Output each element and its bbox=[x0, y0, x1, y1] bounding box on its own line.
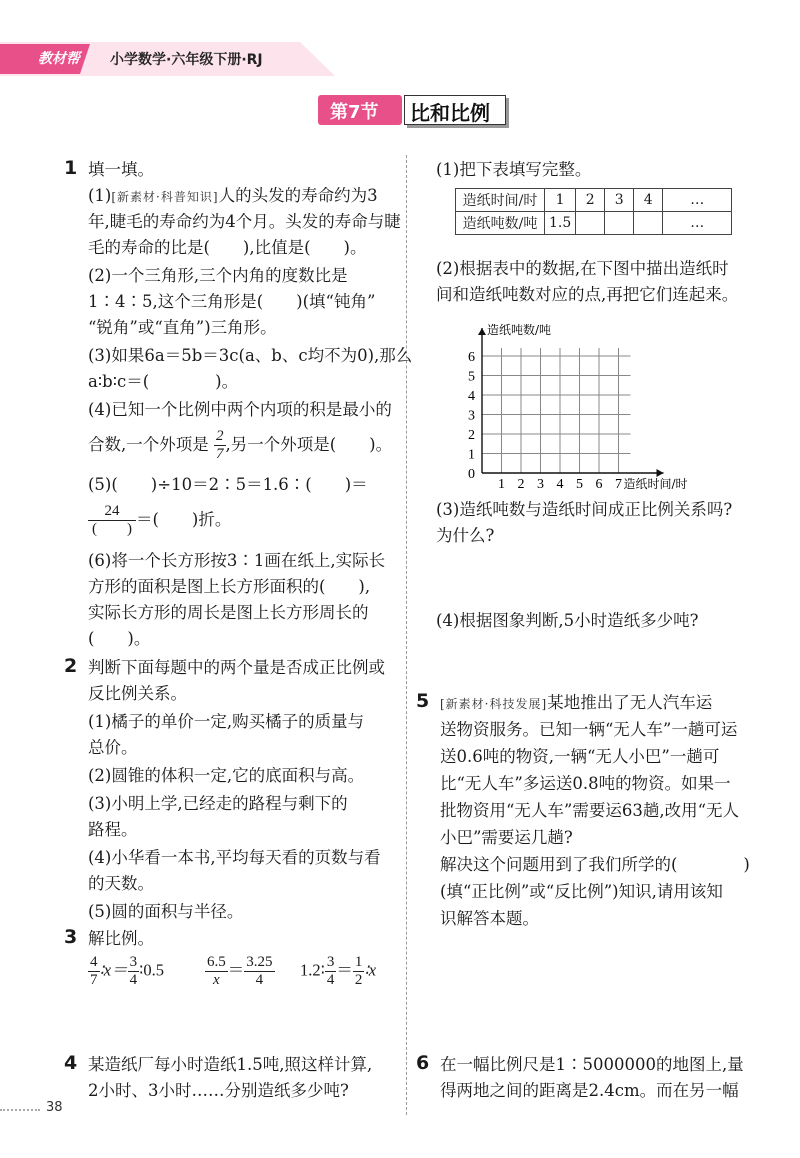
q3-eq1-frac1-den: 7 bbox=[90, 972, 98, 988]
q3-eq2-mid: ＝ bbox=[227, 960, 245, 980]
q1-part4-fraction bbox=[214, 428, 226, 463]
right-step2-line2: 间和造纸吨数对应的点,再把它们连起来。 bbox=[436, 285, 739, 304]
q1-part5-fraction-num: 24 bbox=[88, 503, 136, 521]
table-cell: … bbox=[663, 212, 732, 235]
q1-part6-line3: 实际长方形的周长是图上长方形周长的 bbox=[88, 603, 369, 622]
q3-eq2-frac1-den: x bbox=[213, 972, 220, 988]
q3-eq3-frac1-den: 4 bbox=[326, 972, 335, 988]
q3-eq3-frac2-den: 2 bbox=[354, 972, 363, 988]
q3-eq1-end: ∶0.5 bbox=[139, 960, 165, 980]
x-tick-label: 7 bbox=[615, 477, 622, 492]
q1-part6-line1: (6)将一个长方形按3∶1画在纸上,实际长 bbox=[88, 551, 386, 570]
q3-eq1-frac2 bbox=[128, 954, 140, 989]
table-cell: … bbox=[663, 189, 732, 212]
data-table bbox=[455, 188, 732, 235]
x-tick-label: 5 bbox=[576, 477, 583, 492]
q1-part6-line4: ( )。 bbox=[88, 629, 151, 648]
right-step3-line1: (3)造纸吨数与造纸时间成正比例关系吗? bbox=[436, 500, 733, 519]
q3-number: 3 bbox=[64, 926, 78, 948]
q4-number: 4 bbox=[64, 1052, 78, 1074]
y-tick-label: 3 bbox=[468, 408, 475, 424]
q1-part4-fraction-num: 2 bbox=[216, 428, 224, 444]
origin-label: 0 bbox=[468, 467, 475, 482]
page-number: 38 bbox=[46, 1100, 63, 1115]
q1-part1-label: (1) bbox=[88, 186, 112, 205]
q1-part5-text: ＝( )折。 bbox=[136, 510, 232, 529]
q3-eq3-pre: 1.2∶ bbox=[300, 960, 325, 980]
q5-line2: 送物资服务。已知一辆“无人车”一趟可运 bbox=[440, 720, 738, 739]
q5-line5: 批物资用“无人车”需要运63趟,改用“无人 bbox=[440, 801, 740, 820]
q1-part4-line1: (4)已知一个比例中两个内项的积是最小的 bbox=[88, 400, 392, 419]
q2-number: 2 bbox=[64, 655, 78, 677]
q2-sub2: (2)圆锥的体积一定,它的底面积与高。 bbox=[88, 766, 365, 785]
q6-line2: 得两地之间的距离是2.4cm。而在另一幅 bbox=[440, 1081, 739, 1100]
q1-part1-line2: 年,睫毛的寿命约为4个月。头发的寿命与睫 bbox=[88, 212, 401, 231]
right-step2-line1: (2)根据表中的数据,在下图中描出造纸时 bbox=[436, 259, 729, 278]
right-step4: (4)根据图象判断,5小时造纸多少吨? bbox=[436, 611, 699, 630]
q1-number: 1 bbox=[64, 157, 78, 179]
q6-number: 6 bbox=[416, 1052, 430, 1074]
q1-part3-line1: (3)如果6a＝5b＝3c(a、b、c均不为0),那么 bbox=[88, 346, 413, 365]
y-tick-label: 4 bbox=[468, 389, 475, 404]
q2-sub3-line1: (3)小明上学,已经走的路程与剩下的 bbox=[88, 794, 348, 813]
x-tick-label: 2 bbox=[517, 477, 525, 492]
table-cell: 3 bbox=[605, 189, 634, 212]
q2-sub5: (5)圆的面积与半径。 bbox=[88, 902, 244, 921]
q5-line3: 送0.6吨的物资,一辆“无人小巴”一趟可 bbox=[440, 747, 720, 766]
table-cell: 4 bbox=[634, 189, 663, 212]
q2-sub1-line2: 总价。 bbox=[88, 738, 138, 757]
x-tick-label: 3 bbox=[537, 477, 544, 492]
table-row bbox=[456, 189, 732, 212]
q5-line1 bbox=[440, 690, 712, 717]
q3-eq2-frac1 bbox=[205, 954, 228, 989]
q3-eq3-frac1 bbox=[325, 954, 337, 989]
q1-part5-line2 bbox=[88, 503, 231, 538]
table-header-tons: 造纸吨数/吨 bbox=[456, 212, 545, 235]
y-tick-label: 1 bbox=[468, 447, 475, 463]
q5-line9: 识解答本题。 bbox=[440, 909, 539, 928]
table-header-time: 造纸时间/时 bbox=[456, 189, 545, 212]
q3-eq1-frac1 bbox=[88, 954, 100, 989]
header-banner bbox=[0, 42, 345, 76]
q3-eq1-mid: ∶x＝ bbox=[99, 960, 128, 980]
q6-line1: 在一幅比例尺是1∶5000000的地图上,量 bbox=[440, 1055, 744, 1074]
q1-part2-line3: “锐角”或“直角”)三角形。 bbox=[88, 318, 277, 337]
q3-equation-3 bbox=[300, 954, 376, 989]
q1-part1-text: 人的头发的寿命约为3 bbox=[218, 186, 378, 205]
chart bbox=[450, 308, 750, 498]
q1-part3-line2: a∶b∶c＝( )。 bbox=[88, 372, 239, 391]
q3-eq2-frac2 bbox=[244, 954, 274, 989]
q3-eq2-frac2-den: 4 bbox=[255, 972, 264, 988]
x-axis-arrow bbox=[657, 469, 664, 477]
q2-sub4-line2: 的天数。 bbox=[88, 874, 154, 893]
y-axis-label: 造纸吨数/吨 bbox=[487, 323, 552, 337]
q1-part4-text-b: ,另一个外项是( )。 bbox=[225, 435, 393, 454]
q3-eq2-frac1-num: 6.5 bbox=[207, 954, 226, 970]
table-cell: 1.5 bbox=[545, 212, 576, 235]
q3-title: 解比例。 bbox=[88, 929, 154, 948]
q4-line1: 某造纸厂每小时造纸1.5吨,照这样计算, bbox=[88, 1055, 373, 1074]
q5-line6: 小巴”需要运几趟? bbox=[440, 828, 573, 847]
column-divider bbox=[406, 155, 407, 1115]
right-step3-line2: 为什么? bbox=[436, 526, 495, 545]
section-title: 比和比例 bbox=[410, 101, 490, 125]
x-tick-label: 1 bbox=[498, 477, 505, 492]
q3-eq1-frac2-den: 4 bbox=[129, 972, 138, 988]
q3-eq3-frac1-num: 3 bbox=[326, 954, 335, 970]
q1-part5-fraction bbox=[88, 503, 136, 538]
section-number: 第7节 bbox=[330, 102, 379, 123]
table-cell: 1 bbox=[545, 189, 576, 212]
q2-sub3-line2: 路程。 bbox=[88, 820, 138, 839]
q5-line7: 解决这个问题用到了我们所学的( ) bbox=[440, 855, 750, 874]
q1-part1-tag: [新素材·科普知识] bbox=[111, 190, 219, 204]
x-axis-label: 造纸时间/时 bbox=[623, 477, 688, 491]
table-cell bbox=[634, 212, 663, 235]
page-number-rule bbox=[0, 1109, 40, 1111]
q4-line2: 2小时、3小时……分别造纸多少吨? bbox=[88, 1081, 349, 1100]
q5-line1-text: 某地推出了无人汽车运 bbox=[547, 693, 713, 712]
q2-sub4-line1: (4)小华看一本书,平均每天看的页数与看 bbox=[88, 848, 381, 867]
table-cell: 2 bbox=[576, 189, 605, 212]
table-row bbox=[456, 212, 732, 235]
q1-part2-line2: 1∶4∶5,这个三角形是( )(填“钝角” bbox=[88, 292, 376, 311]
q3-eq3-mid: ＝ bbox=[336, 960, 353, 980]
q3-eq2-frac2-num: 3.25 bbox=[246, 954, 273, 970]
q2-line1: 判断下面每题中的两个量是否成正比例或 bbox=[88, 658, 385, 677]
table-cell bbox=[576, 212, 605, 235]
y-axis-arrow bbox=[478, 328, 486, 335]
x-tick-label: 6 bbox=[595, 477, 603, 492]
section-heading bbox=[318, 95, 508, 129]
y-tick-label: 2 bbox=[468, 428, 475, 443]
q3-equation-1 bbox=[88, 954, 164, 989]
q3-eq3-end: ∶x bbox=[364, 960, 377, 980]
q3-eq1-frac2-num: 3 bbox=[129, 954, 138, 970]
q1-part4-text-a: 合数,一个外项是 bbox=[88, 435, 209, 454]
right-step1: (1)把下表填写完整。 bbox=[436, 160, 592, 179]
q5-line4: 比“无人车”多运送0.8吨的物资。如果一 bbox=[440, 774, 731, 793]
q1-part5-line1: (5)( )÷10＝2∶5＝1.6∶( )＝ bbox=[88, 475, 368, 494]
y-tick-label: 6 bbox=[468, 350, 475, 365]
subject-label: 小学数学·六年级下册·RJ bbox=[110, 52, 263, 68]
q5-line8: (填“正比例”或“反比例”)知识,请用该知 bbox=[440, 882, 723, 901]
q1-part5-fraction-den: ( ) bbox=[92, 521, 132, 537]
q1-part1-line1 bbox=[88, 183, 378, 210]
q5-number: 5 bbox=[416, 690, 430, 712]
x-tick-label: 4 bbox=[556, 477, 564, 492]
y-tick-label: 5 bbox=[468, 369, 475, 385]
q2-sub1-line1: (1)橘子的单价一定,购买橘子的质量与 bbox=[88, 712, 365, 731]
q3-eq3-frac2-num: 1 bbox=[354, 954, 363, 970]
q1-part6-line2: 方形的面积是图上长方形面积的( ), bbox=[88, 577, 371, 596]
q3-eq1-frac1-num: 4 bbox=[90, 954, 98, 970]
brand-label: 教材帮 bbox=[38, 51, 80, 67]
q1-title: 填一填。 bbox=[88, 160, 154, 179]
table-cell bbox=[605, 212, 634, 235]
q2-line2: 反比例关系。 bbox=[88, 684, 187, 703]
q3-eq3-frac2 bbox=[353, 954, 365, 989]
q1-part2-line1: (2)一个三角形,三个内角的度数比是 bbox=[88, 266, 348, 285]
q3-equation-2 bbox=[205, 954, 275, 989]
q1-part4-fraction-den: 7 bbox=[216, 446, 224, 462]
q5-tag: [新素材·科技发展] bbox=[440, 697, 548, 711]
q1-part1-line3: 毛的寿命的比是( ),比值是( )。 bbox=[88, 238, 367, 257]
q1-part4-line2 bbox=[88, 428, 392, 463]
